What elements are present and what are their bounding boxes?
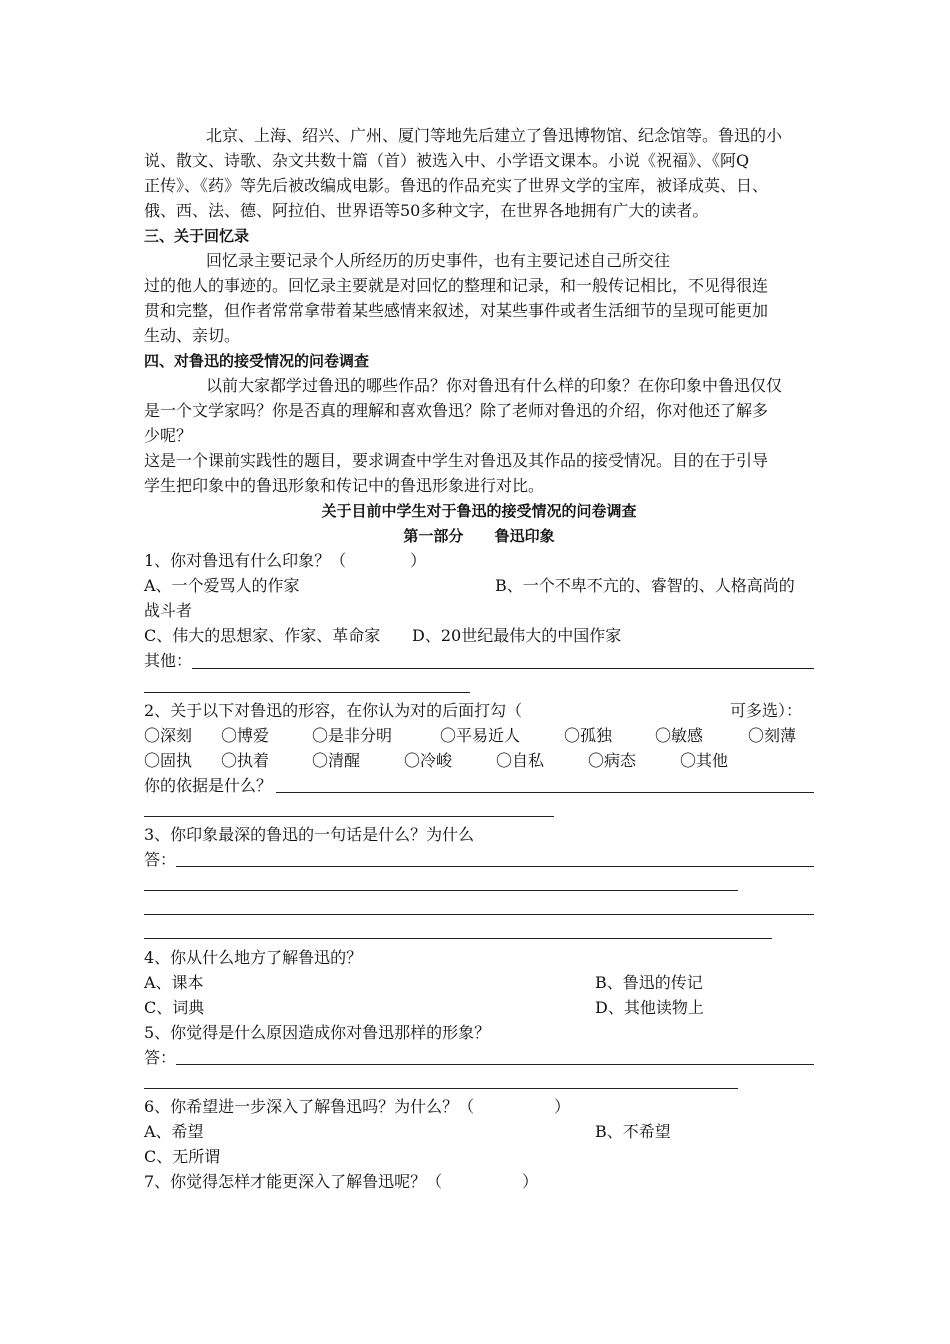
- q2-text-end: 可多选）：: [730, 701, 803, 720]
- section4-heading: 四、对鲁迅的接受情况的问卷调查: [144, 352, 370, 370]
- q2-option-love[interactable]: 〇博爱: [221, 726, 270, 745]
- q5-answer-line-1[interactable]: [176, 1064, 814, 1065]
- q1-option-b[interactable]: B、一个不卑不亢的、睿智的、人格高尚的: [495, 576, 795, 595]
- section4-line-3: 少呢？: [144, 426, 193, 445]
- intro-line-3: 正传》、《药》等先后被改编成电影。鲁迅的作品充实了世界文学的宝库，被译成英、日、: [144, 176, 769, 195]
- q2-option-approachable[interactable]: 〇平易近人: [440, 726, 521, 745]
- q2-option-principled[interactable]: 〇是非分明: [312, 726, 393, 745]
- q1-text: 1、你对鲁迅有什么印象？（ ）: [144, 551, 427, 570]
- q2-basis-line-2[interactable]: [144, 816, 554, 817]
- section3-line-3: 贯和完整，但作者常常拿带着某些感情来叙述，对某些事件或者生活细节的呈现可能更加: [144, 301, 769, 320]
- q6-option-c[interactable]: C、无所谓: [144, 1147, 221, 1166]
- q2-options-row-2: [144, 749, 814, 773]
- q3-answer-line-3[interactable]: [144, 914, 814, 915]
- section3-line-4: 生动、亲切。: [144, 326, 241, 345]
- survey-part1-heading: [144, 524, 814, 548]
- q1-other-line-2[interactable]: [144, 692, 470, 693]
- section3-line-1: 回忆录主要记录个人所经历的历史事件，也有主要记述自己所交往: [206, 251, 671, 270]
- q5-answer-label: 答：: [144, 1048, 177, 1067]
- q2-option-persistent[interactable]: 〇执着: [221, 751, 270, 770]
- q3-answer-line-1[interactable]: [176, 866, 814, 867]
- q2-basis-label: 你的依据是什么？: [144, 776, 273, 795]
- q5-text: 5、你觉得是什么原因造成你对鲁迅那样的形象？: [144, 1023, 491, 1042]
- q2-option-morbid[interactable]: 〇病态: [588, 751, 637, 770]
- q1-other-label: 其他：: [144, 651, 193, 670]
- intro-line-4: 俄、西、法、德、阿拉伯、世界语等50多种文字，在世界各地拥有广大的读者。: [144, 201, 709, 220]
- survey-title: 关于目前中学生对于鲁迅的接受情况的问卷调查: [321, 502, 637, 520]
- q2-option-harsh[interactable]: 〇刻薄: [748, 726, 797, 745]
- section4-line-4: 这是一个课前实践性的题目，要求调查中学生对鲁迅及其作品的接受情况。目的在于引导: [144, 451, 769, 470]
- section4-line-2: 是一个文学家吗？你是否真的理解和喜欢鲁迅？除了老师对鲁迅的介绍，你对他还了解多: [144, 401, 769, 420]
- q4-text: 4、你从什么地方了解鲁迅的？: [144, 948, 363, 967]
- q1-option-c[interactable]: C、伟大的思想家、作家、革命家: [144, 626, 381, 645]
- q3-answer-label: 答：: [144, 850, 177, 869]
- q4-option-a[interactable]: A、课本: [144, 973, 204, 992]
- q4-option-c[interactable]: C、词典: [144, 998, 205, 1017]
- q2-option-other[interactable]: 〇其他: [680, 751, 729, 770]
- q2-option-clear-headed[interactable]: 〇清醒: [312, 751, 361, 770]
- q3-text: 3、你印象最深的鲁迅的一句话是什么？为什么: [144, 825, 475, 844]
- q2-option-selfish[interactable]: 〇自私: [496, 751, 545, 770]
- q1-option-b-cont: 战斗者: [144, 601, 193, 620]
- q2-option-stubborn[interactable]: 〇固执: [144, 751, 193, 770]
- q2-options-row-1: [144, 724, 814, 748]
- q6-text: 6、你希望进一步深入了解鲁迅吗？为什么？（ ）: [144, 1097, 571, 1116]
- q3-answer-line-4[interactable]: [144, 938, 772, 939]
- intro-line-1: 北京、上海、绍兴、广州、厦门等地先后建立了鲁迅博物馆、纪念馆等。鲁迅的小: [206, 126, 783, 145]
- intro-line-2: 说、散文、诗歌、杂文共数十篇（首）被选入中、小学语文课本。小说《祝福》、《阿Q: [144, 151, 750, 170]
- q1-option-d[interactable]: D、20世纪最伟大的中国作家: [412, 626, 622, 645]
- q3-answer-line-2[interactable]: [144, 890, 738, 891]
- q6-option-b[interactable]: B、不希望: [595, 1122, 671, 1141]
- part1-label: 第一部分: [403, 527, 464, 545]
- q2-option-cold[interactable]: 〇冷峻: [404, 751, 453, 770]
- section4-line-1: 以前大家都学过鲁迅的哪些作品？你对鲁迅有什么样的印象？在你印象中鲁迅仅仅: [206, 376, 783, 395]
- q2-option-deep[interactable]: 〇深刻: [144, 726, 193, 745]
- q1-other-line-1[interactable]: [192, 668, 814, 669]
- q7-text: 7、你觉得怎样才能更深入了解鲁迅呢？（ ）: [144, 1172, 539, 1191]
- q2-text: 2、关于以下对鲁迅的形容，在你认为对的后面打勾（: [144, 701, 523, 720]
- section3-line-2: 过的他人的事迹的。回忆录主要就是对回忆的整理和记录，和一般传记相比，不见得很连: [144, 276, 769, 295]
- q2-basis-line-1[interactable]: [276, 792, 814, 793]
- q2-option-sensitive[interactable]: 〇敏感: [655, 726, 704, 745]
- q2-option-lonely[interactable]: 〇孤独: [564, 726, 613, 745]
- q4-option-d[interactable]: D、其他读物上: [595, 998, 704, 1017]
- section3-heading: 三、关于回忆录: [144, 227, 250, 245]
- q1-option-a[interactable]: A、一个爱骂人的作家: [144, 576, 300, 595]
- q5-answer-line-2[interactable]: [144, 1088, 738, 1089]
- section4-line-5: 学生把印象中的鲁迅形象和传记中的鲁迅形象进行对比。: [144, 476, 545, 495]
- q6-option-a[interactable]: A、希望: [144, 1122, 204, 1141]
- q4-option-b[interactable]: B、鲁迅的传记: [595, 973, 703, 992]
- part1-name: 鲁迅印象: [494, 527, 555, 545]
